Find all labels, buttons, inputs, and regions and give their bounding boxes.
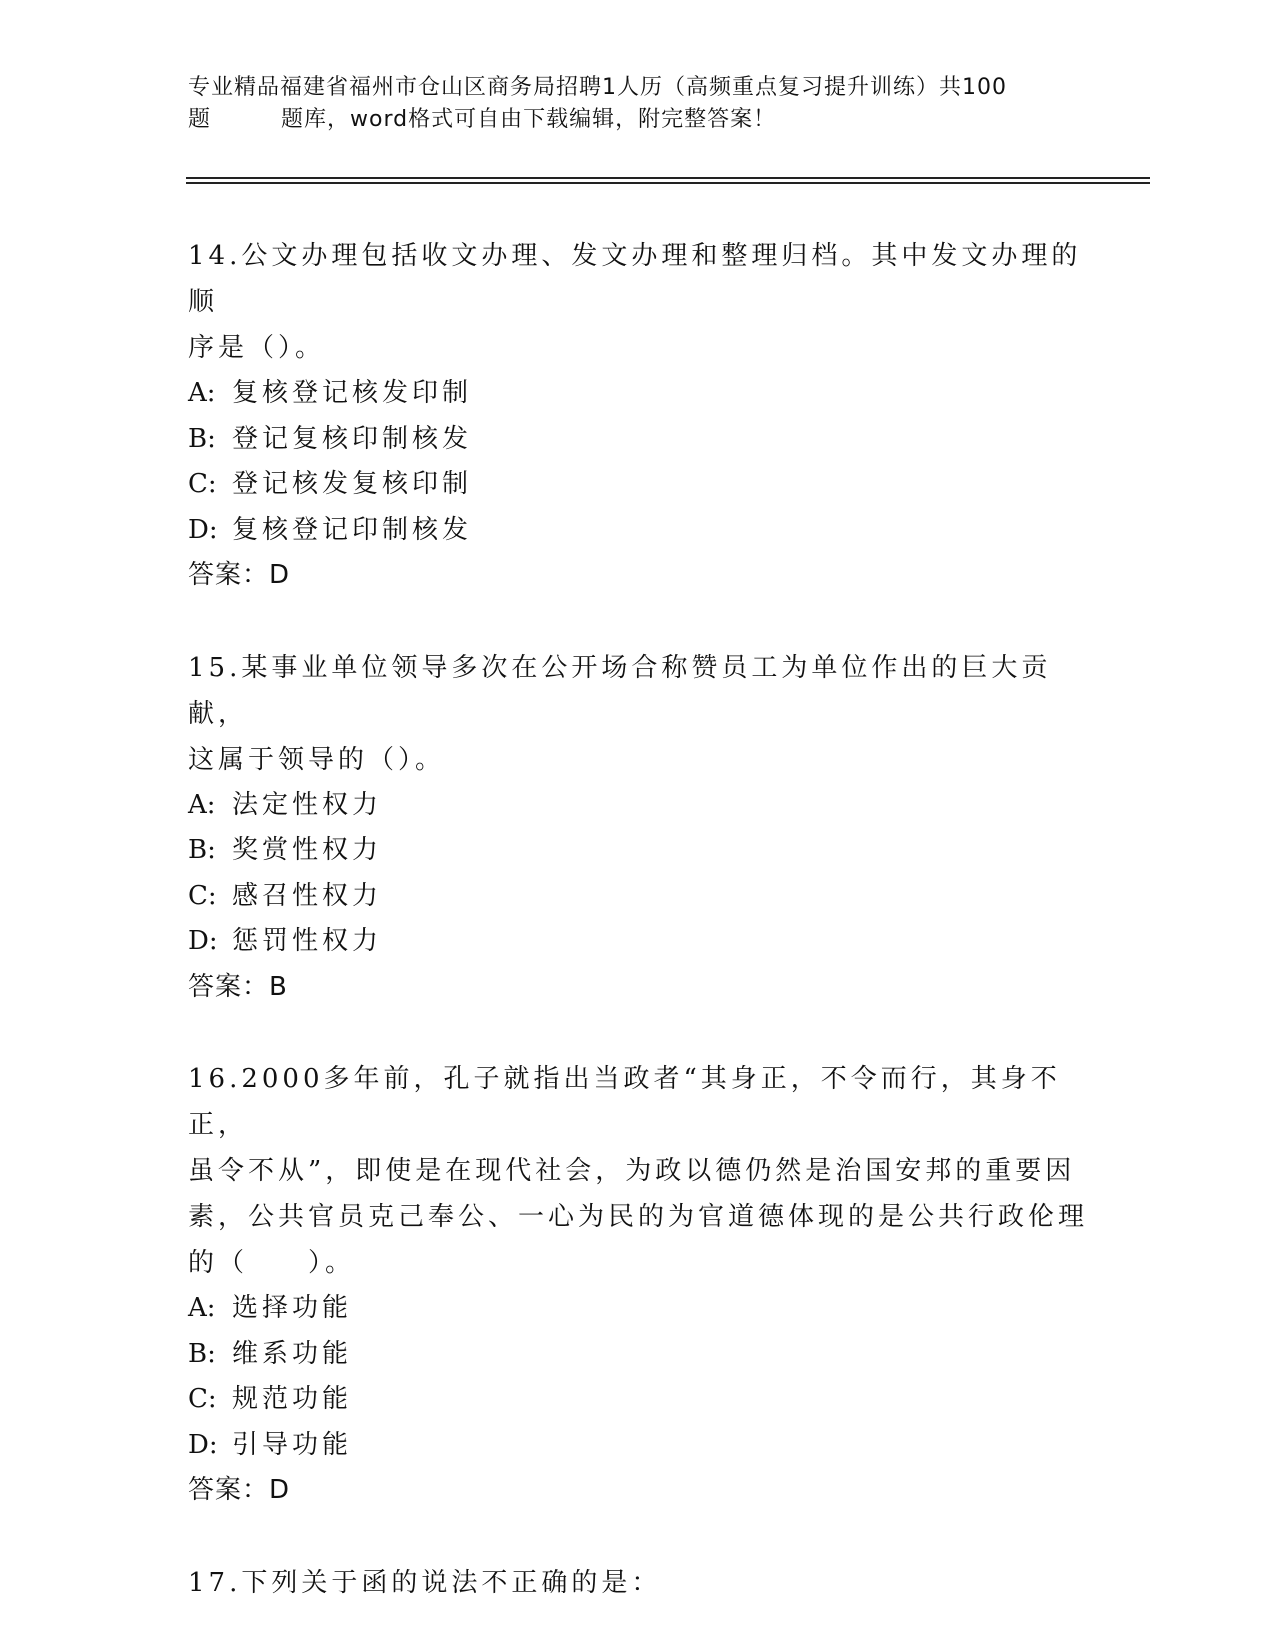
option-text: 维系功能 bbox=[232, 1338, 353, 1369]
question-stem-line: 序是（）。 bbox=[188, 333, 326, 363]
question-stem bbox=[188, 1560, 1088, 1606]
option-label: B: bbox=[188, 835, 216, 865]
header-title-line1: 专业精品福建省福州市仓山区商务局招聘1人历（高频重点复习提升训练）共100 bbox=[188, 75, 1007, 100]
option-label: A: bbox=[188, 378, 216, 408]
question-stem-line: 14.公文办理包括收文办理、发文办理和整理归档。其中发文办理的顺 bbox=[188, 241, 1082, 317]
header-title-line2-left: 题 bbox=[188, 107, 212, 132]
question-15 bbox=[188, 645, 1088, 1011]
question-list bbox=[188, 233, 1088, 1652]
option-text: 选择功能 bbox=[232, 1293, 353, 1323]
question-stem-line: 15.某事业单位领导多次在公开场合称赞员工为单位作出的巨大贡献， bbox=[188, 652, 1052, 729]
answer: 答案：D bbox=[188, 560, 291, 590]
option-label: D: bbox=[188, 926, 218, 956]
option-text: 感召性权力 bbox=[232, 880, 383, 911]
question-stem-line: 虽令不从”，即使是在现代社会，为政以德仍然是治国安邦的重要因 bbox=[188, 1156, 1076, 1186]
question-14 bbox=[188, 233, 1088, 599]
option-text: 登记复核印制核发 bbox=[232, 423, 473, 454]
answer: 答案：B bbox=[188, 971, 288, 1002]
option-d bbox=[188, 1423, 1088, 1469]
question-17 bbox=[188, 1560, 1088, 1606]
option-label: A: bbox=[188, 789, 216, 820]
option-d bbox=[188, 919, 1088, 965]
question-stem-line: 的（ ）。 bbox=[188, 1248, 356, 1278]
option-c bbox=[188, 874, 1088, 920]
option-text: 复核登记印制核发 bbox=[232, 514, 473, 545]
header-divider-top bbox=[186, 177, 1150, 179]
question-stem-line: 16.2000多年前，孔子就指出当政者“其身正，不令而行，其身不正， bbox=[188, 1064, 1061, 1140]
question-stem bbox=[188, 1056, 1088, 1286]
option-label: D: bbox=[188, 1429, 218, 1460]
question-stem bbox=[188, 645, 1088, 783]
option-label: B: bbox=[188, 423, 216, 454]
option-a bbox=[188, 371, 1088, 417]
option-label: B: bbox=[188, 1338, 216, 1369]
option-b bbox=[188, 1332, 1088, 1378]
answer: 答案：D bbox=[188, 1475, 291, 1505]
option-text: 法定性权力 bbox=[232, 789, 383, 820]
option-a bbox=[188, 1286, 1088, 1332]
option-label: A: bbox=[188, 1293, 216, 1323]
header-title-line2-right: 题库，word格式可自由下载编辑，附完整答案！ bbox=[281, 107, 777, 132]
question-stem-line: 17.下列关于函的说法不正确的是： bbox=[188, 1567, 662, 1598]
option-text: 惩罚性权力 bbox=[232, 926, 383, 956]
document-header bbox=[188, 72, 1088, 136]
question-stem-line: 这属于领导的（）。 bbox=[188, 744, 446, 775]
header-divider-bottom bbox=[186, 182, 1150, 184]
option-label: C: bbox=[188, 1384, 217, 1414]
option-text: 复核登记核发印制 bbox=[232, 378, 473, 408]
option-label: C: bbox=[188, 880, 217, 911]
question-stem-line: 素，公共官员克己奉公、一心为民的为官道德体现的是公共行政伦理 bbox=[188, 1202, 1089, 1232]
option-d bbox=[188, 508, 1088, 554]
header-title-line2 bbox=[188, 104, 1088, 136]
option-label: C: bbox=[188, 469, 217, 499]
option-text: 登记核发复核印制 bbox=[232, 469, 473, 499]
option-label: D: bbox=[188, 514, 218, 545]
option-b bbox=[188, 828, 1088, 874]
option-a bbox=[188, 783, 1088, 829]
option-text: 引导功能 bbox=[232, 1429, 353, 1460]
option-b bbox=[188, 417, 1088, 463]
question-16 bbox=[188, 1056, 1088, 1514]
option-text: 奖赏性权力 bbox=[232, 835, 383, 865]
question-stem bbox=[188, 233, 1088, 371]
option-c bbox=[188, 462, 1088, 508]
option-c bbox=[188, 1377, 1088, 1423]
option-text: 规范功能 bbox=[232, 1384, 353, 1414]
